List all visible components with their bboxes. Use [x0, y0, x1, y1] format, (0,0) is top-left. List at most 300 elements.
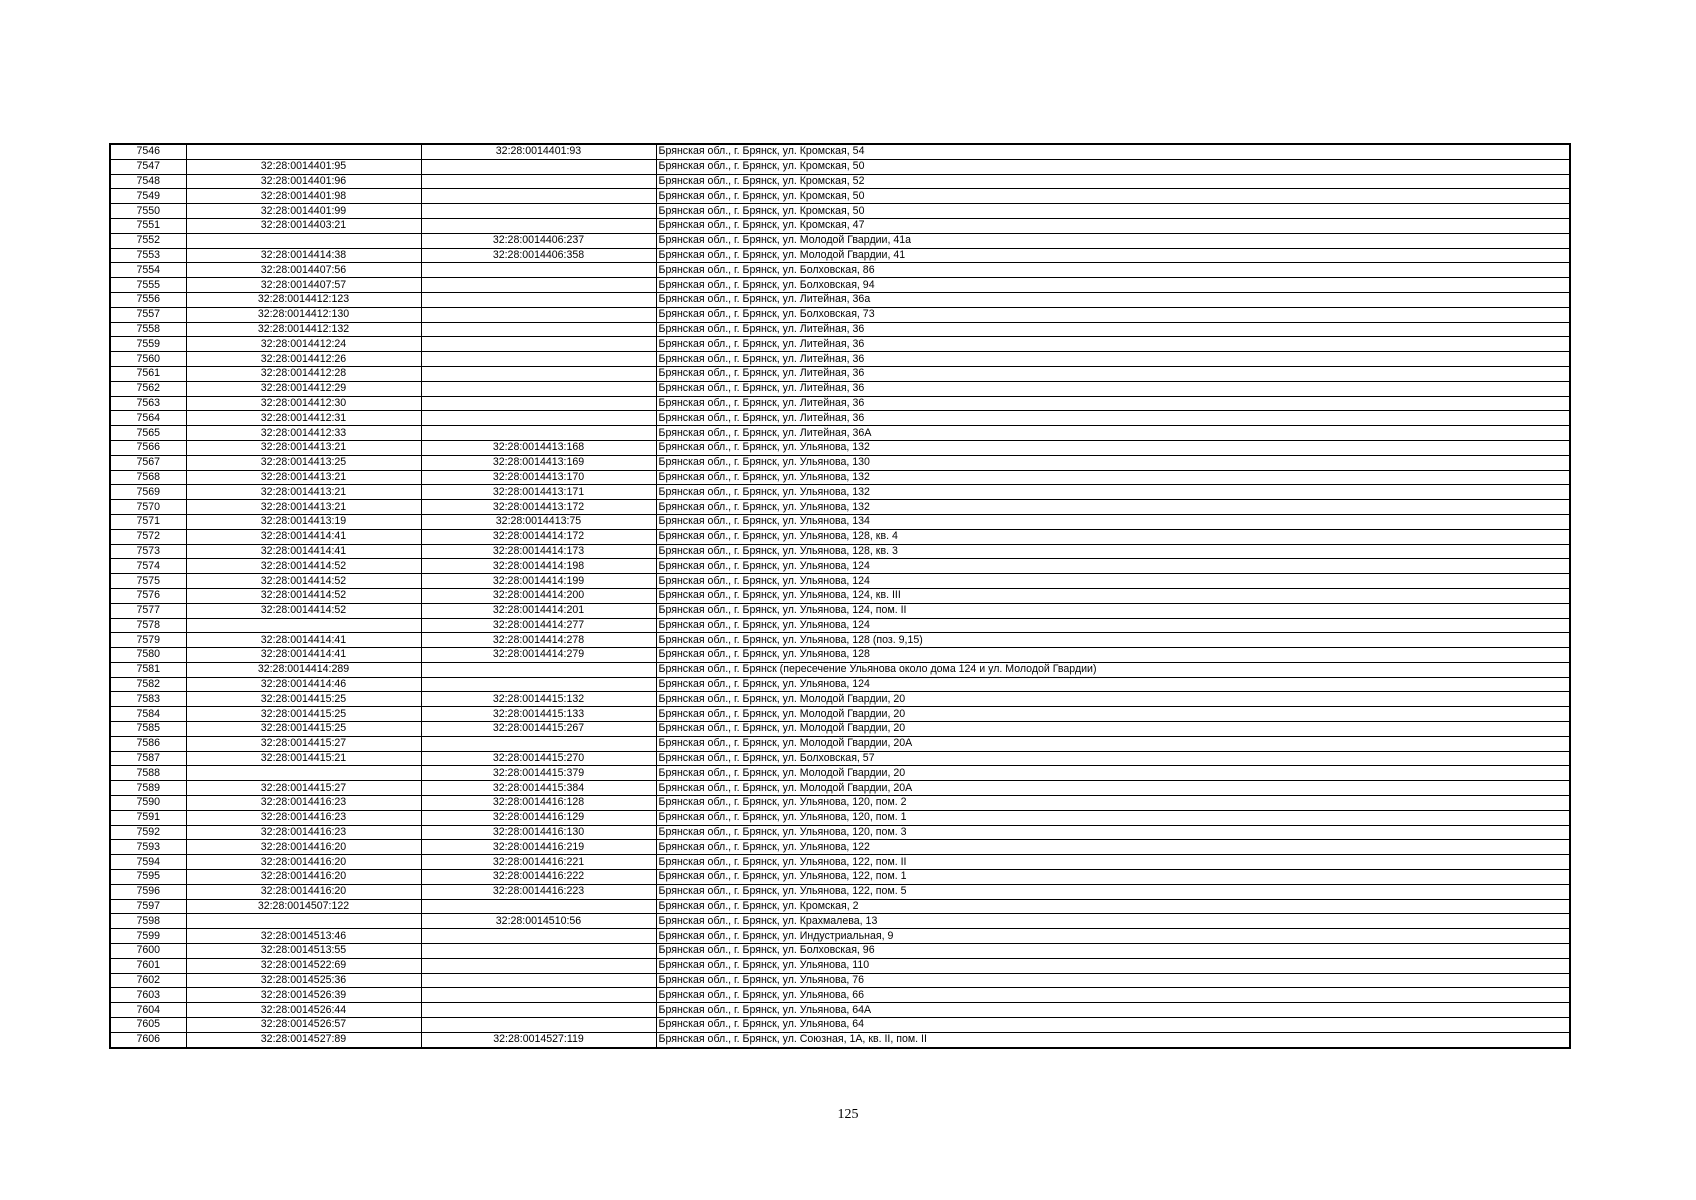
cadastral-number-1-cell: 32:28:0014416:20: [186, 884, 421, 899]
row-number-cell: 7567: [110, 455, 186, 470]
cadastral-number-1-cell: 32:28:0014412:31: [186, 411, 421, 426]
row-number-cell: 7546: [110, 144, 186, 159]
address-cell: Брянская обл., г. Брянск, ул. Ульянова, 132: [656, 470, 1570, 485]
row-number-cell: 7582: [110, 677, 186, 692]
address-cell: Брянская обл., г. Брянск, ул. Литейная, 36: [656, 322, 1570, 337]
cadastral-number-2-cell: [421, 337, 656, 352]
row-number-cell: 7596: [110, 884, 186, 899]
table-row: [110, 248, 1570, 263]
row-number-cell: 7560: [110, 352, 186, 367]
row-number-cell: 7551: [110, 218, 186, 233]
address-cell: Брянская обл., г. Брянск, ул. Литейная, 36: [656, 366, 1570, 381]
cadastral-number-1-cell: 32:28:0014526:39: [186, 988, 421, 1003]
cadastral-number-2-cell: [421, 292, 656, 307]
table-row: [110, 455, 1570, 470]
address-cell: Брянская обл., г. Брянск, ул. Молодой Гвардии, 41а: [656, 233, 1570, 248]
table-row: [110, 292, 1570, 307]
cadastral-number-2-cell: 32:28:0014416:219: [421, 840, 656, 855]
table-row: [110, 914, 1570, 929]
table-row: [110, 1032, 1570, 1047]
table-row: [110, 692, 1570, 707]
table-row: [110, 233, 1570, 248]
address-cell: Брянская обл., г. Брянск, ул. Ульянова, 130: [656, 455, 1570, 470]
address-cell: Брянская обл., г. Брянск, ул. Кромская, 50: [656, 189, 1570, 204]
page-number: 125: [837, 1107, 859, 1122]
cadastral-number-1-cell: 32:28:0014416:23: [186, 796, 421, 811]
cadastral-number-2-cell: 32:28:0014415:379: [421, 766, 656, 781]
cadastral-number-1-cell: 32:28:0014412:123: [186, 292, 421, 307]
row-number-cell: 7563: [110, 396, 186, 411]
address-cell: Брянская обл., г. Брянск, ул. Ульянова, 124: [656, 574, 1570, 589]
row-number-cell: 7593: [110, 840, 186, 855]
cadastral-number-1-cell: 32:28:0014413:21: [186, 500, 421, 515]
cadastral-number-2-cell: 32:28:0014527:119: [421, 1032, 656, 1047]
table-row: [110, 1018, 1570, 1033]
table-body: [110, 144, 1570, 1048]
cadastral-number-1-cell: 32:28:0014412:30: [186, 396, 421, 411]
cadastral-number-1-cell: 32:28:0014412:33: [186, 426, 421, 441]
table-row: [110, 426, 1570, 441]
table-row: [110, 736, 1570, 751]
cadastral-number-1-cell: 32:28:0014416:20: [186, 870, 421, 885]
cadastral-number-2-cell: 32:28:0014413:168: [421, 440, 656, 455]
table-row: [110, 189, 1570, 204]
cadastral-number-1-cell: 32:28:0014412:28: [186, 366, 421, 381]
cadastral-number-1-cell: 32:28:0014414:41: [186, 633, 421, 648]
table-row: [110, 159, 1570, 174]
table-row: [110, 144, 1570, 159]
cadastral-number-2-cell: 32:28:0014414:199: [421, 574, 656, 589]
cadastral-number-2-cell: [421, 958, 656, 973]
cadastral-number-1-cell: 32:28:0014416:23: [186, 825, 421, 840]
row-number-cell: 7601: [110, 958, 186, 973]
cadastral-number-1-cell: 32:28:0014414:41: [186, 529, 421, 544]
cadastral-number-1-cell: 32:28:0014413:21: [186, 470, 421, 485]
cadastral-number-2-cell: 32:28:0014416:129: [421, 810, 656, 825]
cadastral-number-1-cell: 32:28:0014526:57: [186, 1018, 421, 1033]
cadastral-number-2-cell: 32:28:0014413:169: [421, 455, 656, 470]
table-row: [110, 677, 1570, 692]
address-cell: Брянская обл., г. Брянск, ул. Литейная, 36: [656, 381, 1570, 396]
row-number-cell: 7603: [110, 988, 186, 1003]
address-cell: Брянская обл., г. Брянск, ул. Кромская, 47: [656, 218, 1570, 233]
address-cell: Брянская обл., г. Брянск, ул. Ульянова, 124: [656, 559, 1570, 574]
address-cell: Брянская обл., г. Брянск, ул. Молодой Гвардии, 20: [656, 707, 1570, 722]
row-number-cell: 7556: [110, 292, 186, 307]
cadastral-number-2-cell: [421, 218, 656, 233]
cadastral-number-1-cell: [186, 144, 421, 159]
row-number-cell: 7588: [110, 766, 186, 781]
table-row: [110, 722, 1570, 737]
cadastral-number-1-cell: [186, 766, 421, 781]
address-cell: Брянская обл., г. Брянск, ул. Литейная, 36а: [656, 292, 1570, 307]
address-cell: Брянская обл., г. Брянск, ул. Кромская, 50: [656, 159, 1570, 174]
address-cell: Брянская обл., г. Брянск, ул. Литейная, 36А: [656, 426, 1570, 441]
row-number-cell: 7590: [110, 796, 186, 811]
cadastral-number-1-cell: 32:28:0014416:23: [186, 810, 421, 825]
cadastral-number-2-cell: 32:28:0014415:267: [421, 722, 656, 737]
cadastral-number-2-cell: 32:28:0014416:128: [421, 796, 656, 811]
row-number-cell: 7569: [110, 485, 186, 500]
address-cell: Брянская обл., г. Брянск, ул. Болховская, 57: [656, 751, 1570, 766]
row-number-cell: 7577: [110, 603, 186, 618]
address-cell: Брянская обл., г. Брянск, ул. Ульянова, 124, кв. III: [656, 588, 1570, 603]
row-number-cell: 7589: [110, 781, 186, 796]
cadastral-number-1-cell: 32:28:0014407:56: [186, 263, 421, 278]
address-cell: Брянская обл., г. Брянск, ул. Литейная, 36: [656, 352, 1570, 367]
cadastral-number-2-cell: [421, 899, 656, 914]
table-row: [110, 781, 1570, 796]
cadastral-number-2-cell: [421, 307, 656, 322]
cadastral-number-2-cell: [421, 352, 656, 367]
cadastral-number-2-cell: 32:28:0014415:384: [421, 781, 656, 796]
cadastral-number-2-cell: 32:28:0014413:170: [421, 470, 656, 485]
address-cell: Брянская обл., г. Брянск, ул. Болховская, 86: [656, 263, 1570, 278]
cadastral-number-2-cell: 32:28:0014413:172: [421, 500, 656, 515]
cadastral-number-2-cell: [421, 189, 656, 204]
row-number-cell: 7553: [110, 248, 186, 263]
address-cell: Брянская обл., г. Брянск, ул. Ульянова, 124, пом. II: [656, 603, 1570, 618]
table-row: [110, 958, 1570, 973]
table-row: [110, 633, 1570, 648]
cadastral-number-1-cell: 32:28:0014527:89: [186, 1032, 421, 1047]
row-number-cell: 7580: [110, 648, 186, 663]
cadastral-number-1-cell: 32:28:0014525:36: [186, 973, 421, 988]
address-cell: Брянская обл., г. Брянск, ул. Молодой Гвардии, 20А: [656, 781, 1570, 796]
table-row: [110, 929, 1570, 944]
row-number-cell: 7561: [110, 366, 186, 381]
cadastral-number-2-cell: [421, 988, 656, 1003]
table-row: [110, 988, 1570, 1003]
table-row: [110, 603, 1570, 618]
table-row: [110, 440, 1570, 455]
row-number-cell: 7564: [110, 411, 186, 426]
address-cell: Брянская обл., г. Брянск, ул. Ульянова, 132: [656, 485, 1570, 500]
cadastral-number-2-cell: [421, 174, 656, 189]
cadastral-number-2-cell: [421, 929, 656, 944]
cadastral-number-2-cell: 32:28:0014406:358: [421, 248, 656, 263]
cadastral-number-2-cell: 32:28:0014414:278: [421, 633, 656, 648]
cadastral-number-1-cell: 32:28:0014415:25: [186, 692, 421, 707]
address-cell: Брянская обл., г. Брянск, ул. Ульянова, 120, пом. 1: [656, 810, 1570, 825]
address-cell: Брянская обл., г. Брянск, ул. Молодой Гвардии, 20: [656, 766, 1570, 781]
row-number-cell: 7562: [110, 381, 186, 396]
cadastral-number-1-cell: 32:28:0014414:52: [186, 574, 421, 589]
row-number-cell: 7578: [110, 618, 186, 633]
row-number-cell: 7549: [110, 189, 186, 204]
cadastral-number-2-cell: 32:28:0014416:222: [421, 870, 656, 885]
cadastral-number-1-cell: 32:28:0014414:41: [186, 544, 421, 559]
address-cell: Брянская обл., г. Брянск, ул. Ульянова, 122: [656, 840, 1570, 855]
table-row: [110, 174, 1570, 189]
cadastral-number-2-cell: 32:28:0014401:93: [421, 144, 656, 159]
cadastral-number-2-cell: [421, 1018, 656, 1033]
cadastral-number-2-cell: [421, 411, 656, 426]
address-cell: Брянская обл., г. Брянск, ул. Литейная, 36: [656, 337, 1570, 352]
cadastral-number-1-cell: 32:28:0014403:21: [186, 218, 421, 233]
address-cell: Брянская обл., г. Брянск, ул. Ульянова, 128 (поз. 9,15): [656, 633, 1570, 648]
row-number-cell: 7552: [110, 233, 186, 248]
row-number-cell: 7575: [110, 574, 186, 589]
row-number-cell: 7585: [110, 722, 186, 737]
cadastral-number-1-cell: 32:28:0014407:57: [186, 278, 421, 293]
cadastral-number-2-cell: 32:28:0014415:132: [421, 692, 656, 707]
table-row: [110, 544, 1570, 559]
cadastral-number-2-cell: 32:28:0014413:75: [421, 514, 656, 529]
cadastral-number-2-cell: 32:28:0014413:171: [421, 485, 656, 500]
address-cell: Брянская обл., г. Брянск, ул. Ульянова, 66: [656, 988, 1570, 1003]
row-number-cell: 7559: [110, 337, 186, 352]
cadastral-number-1-cell: 32:28:0014507:122: [186, 899, 421, 914]
cadastral-number-2-cell: 32:28:0014414:172: [421, 529, 656, 544]
cadastral-number-2-cell: [421, 426, 656, 441]
cadastral-number-1-cell: 32:28:0014416:20: [186, 840, 421, 855]
row-number-cell: 7557: [110, 307, 186, 322]
address-cell: Брянская обл., г. Брянск, ул. Литейная, 36: [656, 411, 1570, 426]
table-row: [110, 855, 1570, 870]
cadastral-number-1-cell: 32:28:0014401:95: [186, 159, 421, 174]
row-number-cell: 7576: [110, 588, 186, 603]
row-number-cell: 7598: [110, 914, 186, 929]
cadastral-number-2-cell: 32:28:0014414:279: [421, 648, 656, 663]
cadastral-number-1-cell: 32:28:0014413:21: [186, 485, 421, 500]
row-number-cell: 7572: [110, 529, 186, 544]
row-number-cell: 7591: [110, 810, 186, 825]
address-cell: Брянская обл., г. Брянск, ул. Ульянова, 134: [656, 514, 1570, 529]
cadastral-number-2-cell: 32:28:0014416:221: [421, 855, 656, 870]
table-row: [110, 751, 1570, 766]
table-row: [110, 899, 1570, 914]
row-number-cell: 7570: [110, 500, 186, 515]
row-number-cell: 7566: [110, 440, 186, 455]
row-number-cell: 7571: [110, 514, 186, 529]
cadastral-number-1-cell: 32:28:0014414:38: [186, 248, 421, 263]
row-number-cell: 7586: [110, 736, 186, 751]
cadastral-number-2-cell: 32:28:0014414:201: [421, 603, 656, 618]
table-row: [110, 840, 1570, 855]
cadastral-number-2-cell: 32:28:0014416:223: [421, 884, 656, 899]
table-row: [110, 870, 1570, 885]
cadastral-number-1-cell: 32:28:0014401:98: [186, 189, 421, 204]
address-cell: Брянская обл., г. Брянск, ул. Ульянова, 76: [656, 973, 1570, 988]
cadastral-number-1-cell: [186, 233, 421, 248]
cadastral-number-1-cell: 32:28:0014526:44: [186, 1003, 421, 1018]
cadastral-number-2-cell: 32:28:0014510:56: [421, 914, 656, 929]
address-cell: Брянская обл., г. Брянск, ул. Индустриальная, 9: [656, 929, 1570, 944]
address-cell: Брянская обл., г. Брянск, ул. Молодой Гвардии, 41: [656, 248, 1570, 263]
address-cell: Брянская обл., г. Брянск, ул. Литейная, 36: [656, 396, 1570, 411]
table-row: [110, 944, 1570, 959]
address-cell: Брянская обл., г. Брянск, ул. Ульянова, 132: [656, 500, 1570, 515]
cadastral-number-2-cell: [421, 396, 656, 411]
address-cell: Брянская обл., г. Брянск, ул. Кромская, 52: [656, 174, 1570, 189]
row-number-cell: 7587: [110, 751, 186, 766]
address-cell: Брянская обл., г. Брянск, ул. Молодой Гвардии, 20: [656, 722, 1570, 737]
address-cell: Брянская обл., г. Брянск, ул. Болховская, 96: [656, 944, 1570, 959]
table-row: [110, 884, 1570, 899]
row-number-cell: 7573: [110, 544, 186, 559]
table-row: [110, 707, 1570, 722]
row-number-cell: 7594: [110, 855, 186, 870]
cadastral-number-1-cell: 32:28:0014513:46: [186, 929, 421, 944]
row-number-cell: 7583: [110, 692, 186, 707]
cadastral-number-2-cell: [421, 1003, 656, 1018]
row-number-cell: 7565: [110, 426, 186, 441]
cadastral-number-1-cell: 32:28:0014414:41: [186, 648, 421, 663]
table-row: [110, 825, 1570, 840]
address-cell: Брянская обл., г. Брянск, ул. Ульянова, 128, кв. 3: [656, 544, 1570, 559]
table-row: [110, 485, 1570, 500]
table-row: [110, 1003, 1570, 1018]
cadastral-number-1-cell: [186, 618, 421, 633]
table-row: [110, 766, 1570, 781]
cadastral-number-1-cell: 32:28:0014513:55: [186, 944, 421, 959]
address-cell: Брянская обл., г. Брянск, ул. Крахмалева, 13: [656, 914, 1570, 929]
address-cell: Брянская обл., г. Брянск, ул. Болховская, 94: [656, 278, 1570, 293]
table-row: [110, 648, 1570, 663]
cadastral-number-2-cell: [421, 204, 656, 219]
address-cell: Брянская обл., г. Брянск, ул. Молодой Гвардии, 20: [656, 692, 1570, 707]
table-row: [110, 796, 1570, 811]
cadastral-number-2-cell: 32:28:0014414:277: [421, 618, 656, 633]
table-row: [110, 618, 1570, 633]
cadastral-number-2-cell: [421, 381, 656, 396]
row-number-cell: 7547: [110, 159, 186, 174]
address-cell: Брянская обл., г. Брянск, ул. Ульянова, 64: [656, 1018, 1570, 1033]
row-number-cell: 7592: [110, 825, 186, 840]
cadastral-number-1-cell: 32:28:0014412:130: [186, 307, 421, 322]
table-row: [110, 381, 1570, 396]
row-number-cell: 7554: [110, 263, 186, 278]
row-number-cell: 7604: [110, 1003, 186, 1018]
table-row: [110, 662, 1570, 677]
cadastral-number-1-cell: [186, 914, 421, 929]
cadastral-number-1-cell: 32:28:0014416:20: [186, 855, 421, 870]
table-row: [110, 810, 1570, 825]
row-number-cell: 7600: [110, 944, 186, 959]
cadastral-number-1-cell: 32:28:0014412:24: [186, 337, 421, 352]
cadastral-table: [109, 143, 1571, 1049]
address-cell: Брянская обл., г. Брянск, ул. Ульянова, 122, пом. II: [656, 855, 1570, 870]
row-number-cell: 7606: [110, 1032, 186, 1047]
cadastral-number-2-cell: 32:28:0014415:133: [421, 707, 656, 722]
table-row: [110, 366, 1570, 381]
address-cell: Брянская обл., г. Брянск, ул. Кромская, 50: [656, 204, 1570, 219]
cadastral-number-2-cell: [421, 736, 656, 751]
table-row: [110, 322, 1570, 337]
table-row: [110, 337, 1570, 352]
address-cell: Брянская обл., г. Брянск, ул. Ульянова, 64А: [656, 1003, 1570, 1018]
cadastral-number-2-cell: [421, 662, 656, 677]
cadastral-number-2-cell: 32:28:0014416:130: [421, 825, 656, 840]
row-number-cell: 7595: [110, 870, 186, 885]
cadastral-number-1-cell: 32:28:0014415:27: [186, 781, 421, 796]
cadastral-number-2-cell: 32:28:0014414:173: [421, 544, 656, 559]
cadastral-number-2-cell: [421, 677, 656, 692]
cadastral-number-2-cell: [421, 263, 656, 278]
cadastral-number-1-cell: 32:28:0014412:132: [186, 322, 421, 337]
address-cell: Брянская обл., г. Брянск, ул. Молодой Гвардии, 20А: [656, 736, 1570, 751]
row-number-cell: 7555: [110, 278, 186, 293]
table-row: [110, 574, 1570, 589]
cadastral-number-1-cell: 32:28:0014414:52: [186, 603, 421, 618]
table-row: [110, 470, 1570, 485]
row-number-cell: 7584: [110, 707, 186, 722]
table-row: [110, 973, 1570, 988]
table-row: [110, 307, 1570, 322]
row-number-cell: 7568: [110, 470, 186, 485]
address-cell: Брянская обл., г. Брянск, ул. Ульянова, 110: [656, 958, 1570, 973]
table-row: [110, 500, 1570, 515]
address-cell: Брянская обл., г. Брянск, ул. Ульянова, 128, кв. 4: [656, 529, 1570, 544]
row-number-cell: 7581: [110, 662, 186, 677]
row-number-cell: 7602: [110, 973, 186, 988]
table-row: [110, 588, 1570, 603]
cadastral-number-2-cell: [421, 159, 656, 174]
address-cell: Брянская обл., г. Брянск, ул. Ульянова, 132: [656, 440, 1570, 455]
cadastral-number-2-cell: 32:28:0014414:198: [421, 559, 656, 574]
cadastral-number-1-cell: 32:28:0014413:21: [186, 440, 421, 455]
table-row: [110, 529, 1570, 544]
row-number-cell: 7579: [110, 633, 186, 648]
cadastral-number-1-cell: 32:28:0014413:19: [186, 514, 421, 529]
cadastral-number-1-cell: 32:28:0014401:96: [186, 174, 421, 189]
table-row: [110, 559, 1570, 574]
cadastral-number-2-cell: 32:28:0014406:237: [421, 233, 656, 248]
address-cell: Брянская обл., г. Брянск, ул. Ульянова, 122, пом. 1: [656, 870, 1570, 885]
table-row: [110, 514, 1570, 529]
row-number-cell: 7605: [110, 1018, 186, 1033]
cadastral-number-1-cell: 32:28:0014415:21: [186, 751, 421, 766]
cadastral-number-1-cell: 32:28:0014415:25: [186, 707, 421, 722]
row-number-cell: 7597: [110, 899, 186, 914]
row-number-cell: 7550: [110, 204, 186, 219]
cadastral-number-2-cell: [421, 278, 656, 293]
row-number-cell: 7548: [110, 174, 186, 189]
cadastral-number-2-cell: [421, 973, 656, 988]
row-number-cell: 7599: [110, 929, 186, 944]
address-cell: Брянская обл., г. Брянск, ул. Болховская, 73: [656, 307, 1570, 322]
address-cell: Брянская обл., г. Брянск, ул. Ульянова, 120, пом. 3: [656, 825, 1570, 840]
address-cell: Брянская обл., г. Брянск, ул. Ульянова, 120, пом. 2: [656, 796, 1570, 811]
cadastral-number-1-cell: 32:28:0014414:289: [186, 662, 421, 677]
address-cell: Брянская обл., г. Брянск, ул. Ульянова, 122, пом. 5: [656, 884, 1570, 899]
table-row: [110, 278, 1570, 293]
table-row: [110, 263, 1570, 278]
address-cell: Брянская обл., г. Брянск, ул. Ульянова, 124: [656, 677, 1570, 692]
cadastral-number-1-cell: 32:28:0014522:69: [186, 958, 421, 973]
row-number-cell: 7558: [110, 322, 186, 337]
table-row: [110, 411, 1570, 426]
address-cell: Брянская обл., г. Брянск, ул. Союзная, 1А, кв. II, пом. II: [656, 1032, 1570, 1047]
address-cell: Брянская обл., г. Брянск, ул. Кромская, 2: [656, 899, 1570, 914]
address-cell: Брянская обл., г. Брянск, ул. Ульянова, 128: [656, 648, 1570, 663]
cadastral-number-1-cell: 32:28:0014415:25: [186, 722, 421, 737]
cadastral-number-1-cell: 32:28:0014413:25: [186, 455, 421, 470]
table-row: [110, 218, 1570, 233]
cadastral-number-1-cell: 32:28:0014414:52: [186, 588, 421, 603]
cadastral-number-1-cell: 32:28:0014414:46: [186, 677, 421, 692]
table-row: [110, 352, 1570, 367]
cadastral-number-1-cell: 32:28:0014415:27: [186, 736, 421, 751]
cadastral-number-2-cell: [421, 944, 656, 959]
cadastral-number-1-cell: 32:28:0014401:99: [186, 204, 421, 219]
address-cell: Брянская обл., г. Брянск (пересечение Ульянова около дома 124 и ул. Молодой Гвардии): [656, 662, 1570, 677]
cadastral-number-1-cell: 32:28:0014412:26: [186, 352, 421, 367]
cadastral-number-1-cell: 32:28:0014414:52: [186, 559, 421, 574]
cadastral-number-2-cell: [421, 322, 656, 337]
table-row: [110, 396, 1570, 411]
